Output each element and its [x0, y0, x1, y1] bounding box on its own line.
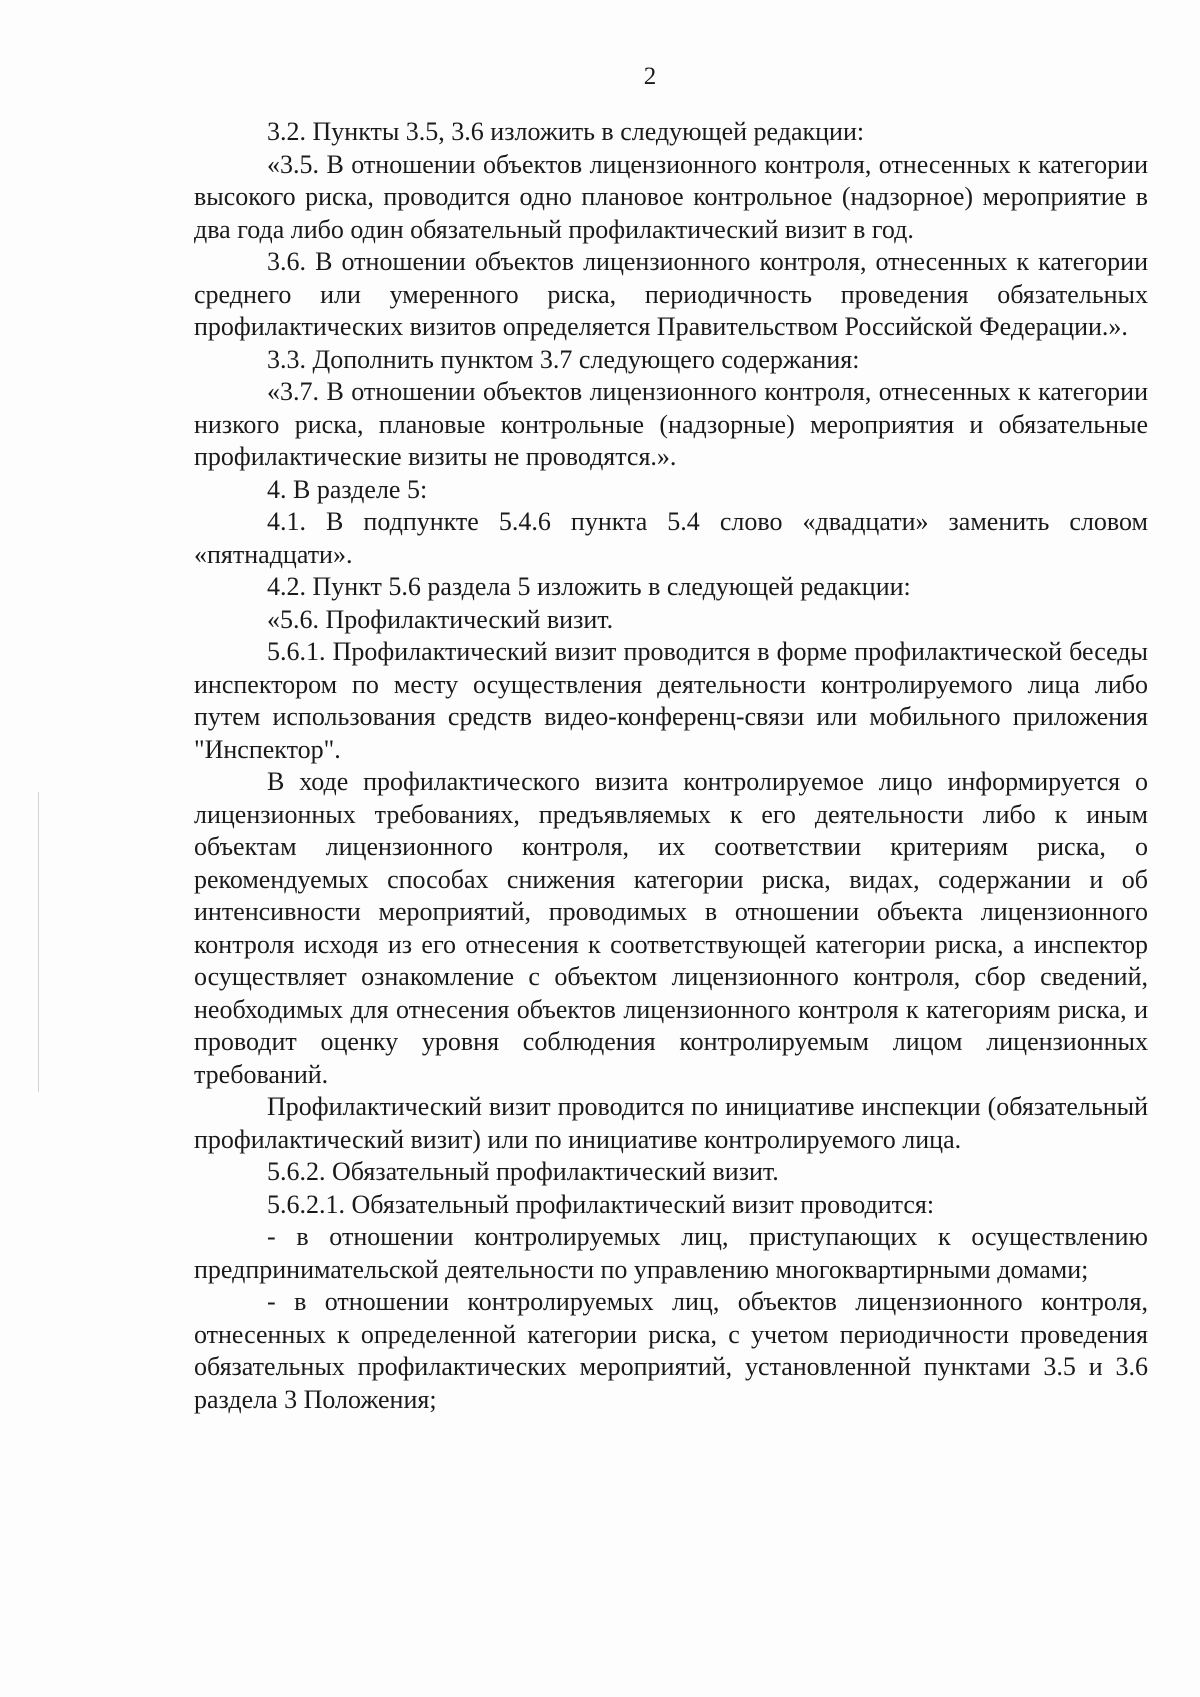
page-number: 2	[643, 63, 657, 90]
paragraph-5-6-2: 5.6.2. Обязательный профилактический визит.	[267, 1157, 779, 1186]
paragraph-3-3: 3.3. Дополнить пунктом 3.7 следующего содержания:	[267, 344, 860, 374]
paragraph-3-5: «3.5. В отношении объектов лицензионного контроля, отнесенных к категории высокого риска, проводится одно плановое контрольное (надзорное) мероприятие в два года либо один обязательный профилактический визит в год.	[194, 149, 1148, 244]
paragraph-3-7: «3.7. В отношении объектов лицензионного контроля, отнесенных к категории низкого риска, плановые контрольные (надзорные) мероприятия и обязательные профилактические визиты не проводятся.».	[194, 377, 1148, 471]
paragraph-5-6: «5.6. Профилактический визит.	[267, 604, 614, 634]
paragraph-5-6-2-1: 5.6.2.1. Обязательный профилактический визит проводится:	[267, 1189, 935, 1219]
paragraph-visit-initiative: Профилактический визит проводится по инициативе инспекции (обязательный профилактический визит) или по инициативе контролируемого лица.	[194, 1092, 1148, 1154]
paragraph-4-1: 4.1. В подпункте 5.4.6 пункта 5.4 слово «двадцати» заменить словом «пятнадцати».	[194, 507, 1148, 569]
paragraph-4-2: 4.2. Пункт 5.6 раздела 5 изложить в следующей редакции:	[267, 572, 911, 601]
list-item-new-entities: - в отношении контролируемых лиц, приступающих к осуществлению предпринимательской деятельности по управлению многоквартирными домами;	[194, 1222, 1148, 1284]
paragraph-visit-details: В ходе профилактического визита контролируемое лицо информируется о лицензионных требованиях, предъявляемых к его деятельности либо к иным объектам лицензионного контроля, их соответствии критериям риска, о рекомендуемых способах снижения категории риска, видах, содержании и об интенсивности мероприятий, проводимых в отношении объекта лицензионного контроля исходя из его отнесения к соответствующей категории риска, а инспектор осуществляет ознакомление с объектом лицензионного контроля, сбор сведений, необходимых для отнесения объектов лицензионного контроля к категориям риска, и проводит оценку уровня соблюдения контролируемым лицом лицензионных требований.	[194, 767, 1148, 1089]
document-body	[194, 116, 1148, 1416]
paragraph-4: 4. В разделе 5:	[267, 474, 428, 504]
scan-margin-line	[38, 792, 39, 1092]
paragraph-3-6: 3.6. В отношении объектов лицензионного контроля, отнесенных к категории среднего или умеренного риска, периодичность проведения обязательных профилактических визитов определяется Правительством Российской Федерации.».	[194, 247, 1148, 341]
paragraph-3-2: 3.2. Пункты 3.5, 3.6 изложить в следующей редакции:	[267, 117, 865, 146]
list-item-risk-category: - в отношении контролируемых лиц, объектов лицензионного контроля, отнесенных к определенной категории риска, с учетом периодичности проведения обязательных профилактических мероприятий, установленной пунктами 3.5 и 3.6 раздела 3 Положения;	[194, 1287, 1148, 1414]
paragraph-5-6-1: 5.6.1. Профилактический визит проводится в форме профилактической беседы инспектором по месту осуществления деятельности контролируемого лица либо путем использования средств видео-конференц-связи или мобильного приложения "Инспектор".	[194, 637, 1148, 764]
